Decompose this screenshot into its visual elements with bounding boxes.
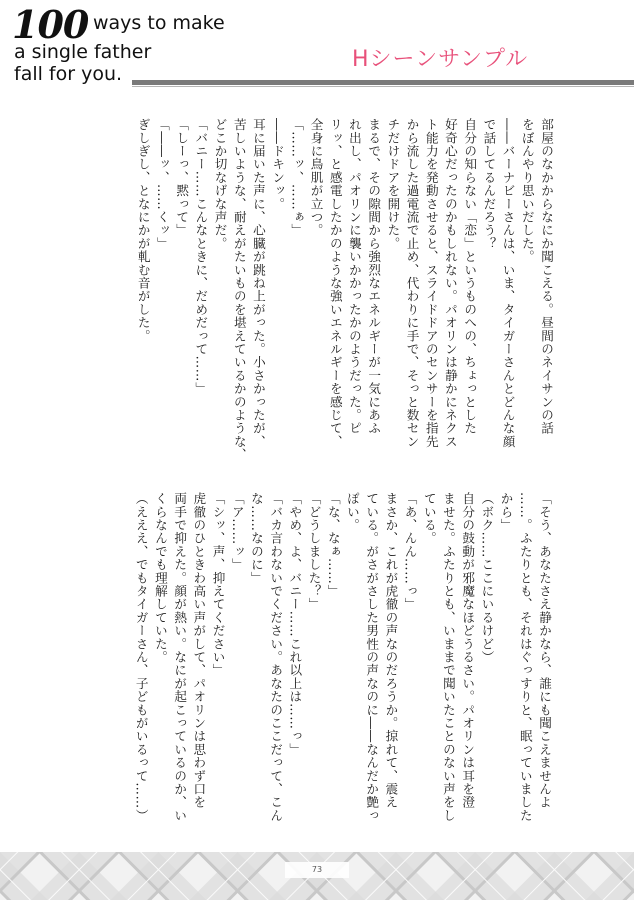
text-line: 耳に届いた声に、心臓が跳ね上がった。小さかったが、 — [250, 118, 266, 448]
text-line: 「しーっ、黙って」 — [174, 118, 190, 237]
text-line: ――ドキンッ。 — [270, 118, 286, 211]
logo-line-1: ways to make — [93, 12, 225, 34]
text-line: 部屋のなかからなにか聞こえる。昼間のネイサンの話 — [539, 118, 554, 435]
text-line: 「バニー……こんなときに、だめだって……」 — [193, 118, 209, 396]
text-line: ト能力を発動させると、スライドドアのセンサーを指先 — [423, 118, 439, 448]
text-line: 「やめ、よ、バニー……これ以上は……っ」 — [287, 492, 303, 756]
text-line: くらなんでも理解していた。 — [152, 492, 168, 664]
text-block-bottom — [132, 492, 554, 837]
text-line: をぼんやり思いだした。 — [519, 118, 535, 264]
page-number: 73 — [311, 865, 323, 874]
text-line: ぽい。 — [344, 492, 360, 532]
text-line: ている。がさがさした男性の声なのに――なんだか艶っ — [364, 492, 380, 822]
text-line: 「な、なぁ……」 — [325, 492, 341, 598]
text-line: （えええ、でもタイガーさん、子どもがいるって……） — [133, 492, 149, 822]
text-line: 自分の知らない「恋」というものへの、ちょっとした — [462, 118, 478, 435]
text-line: 両手で抑えた。顔が熱い。なにが起こっているのか、い — [172, 492, 188, 822]
text-line: 「……ッ、……ぁ」 — [289, 118, 305, 237]
text-line: ませた。ふたりとも、いままで聞いたことのない声をし — [440, 492, 456, 822]
text-line: から流した過電流で止め、代わりに手で、そっと数セン — [404, 118, 420, 448]
text-line: で話してるんだろう？ — [481, 118, 497, 250]
text-line: 全身に鳥肌が立つ。 — [308, 118, 324, 237]
header-rule — [132, 80, 634, 85]
text-line: から」 — [498, 492, 514, 532]
footer-plaid-pattern — [0, 852, 634, 900]
text-line: 苦しいような、耐えがたいものを堪えているかのような、 — [231, 118, 247, 462]
text-line: 好奇心だったのかもしれない。パオリンは静かにネクス — [442, 118, 458, 448]
text-line: 自分の鼓動が邪魔なほどうるさい。パオリンは耳を澄 — [460, 492, 476, 809]
text-line: チだけドアを開けた。 — [385, 118, 401, 250]
text-line: 「そう、あなたさえ静かなら、誰にも聞こえませんよ — [537, 492, 552, 809]
text-line: 虎徹のひときわ高い声がして、パオリンは思わず口を — [191, 492, 207, 809]
text-line: 「――ッ、……くッ」 — [154, 118, 170, 250]
text-line: ……。ふたりとも、それはぐっすりと、眠っていました — [517, 492, 533, 822]
text-line: れ出し、パオリンに襲いかかったかのようだった。ピ — [346, 118, 362, 435]
logo-line-3: fall for you. — [14, 63, 123, 85]
logo-line-2: a single father — [14, 41, 152, 63]
text-line: まるで、その隙間から強烈なエネルギーが一気にあふ — [366, 118, 382, 435]
section-title: Hシーンサンプル — [352, 47, 529, 72]
text-line: ――バーナビーさんは、いま、タイガーさんとどんな顔 — [500, 118, 516, 448]
text-line: 「あ、んん……っ」 — [402, 492, 418, 611]
text-line: 「バカ言わないでください。あなたのここだって、こん — [268, 492, 284, 822]
text-line: リッ、と感電したかのような強いエネルギーを感じて、 — [327, 118, 343, 448]
text-line: 「シッ、声、抑えてください」 — [210, 492, 226, 677]
text-line: 「ア……ッ」 — [229, 492, 245, 572]
text-line: ている。 — [421, 492, 437, 545]
text-line: （ボク……ここにいるけど） — [479, 492, 495, 664]
text-line: まさか、これが虎徹の声なのだろうか。掠れて、震え — [383, 492, 399, 809]
text-line: どこか切なげな声だ。 — [212, 118, 228, 250]
logo-number: 100 — [12, 2, 89, 47]
text-line: ぎしぎし、となにかが軋む音がした。 — [135, 118, 151, 343]
text-block-top — [134, 118, 556, 473]
text-line: 「どうしました？」 — [306, 492, 322, 611]
text-line: な……なのに」 — [248, 492, 264, 585]
header-rule-thin — [132, 86, 634, 87]
